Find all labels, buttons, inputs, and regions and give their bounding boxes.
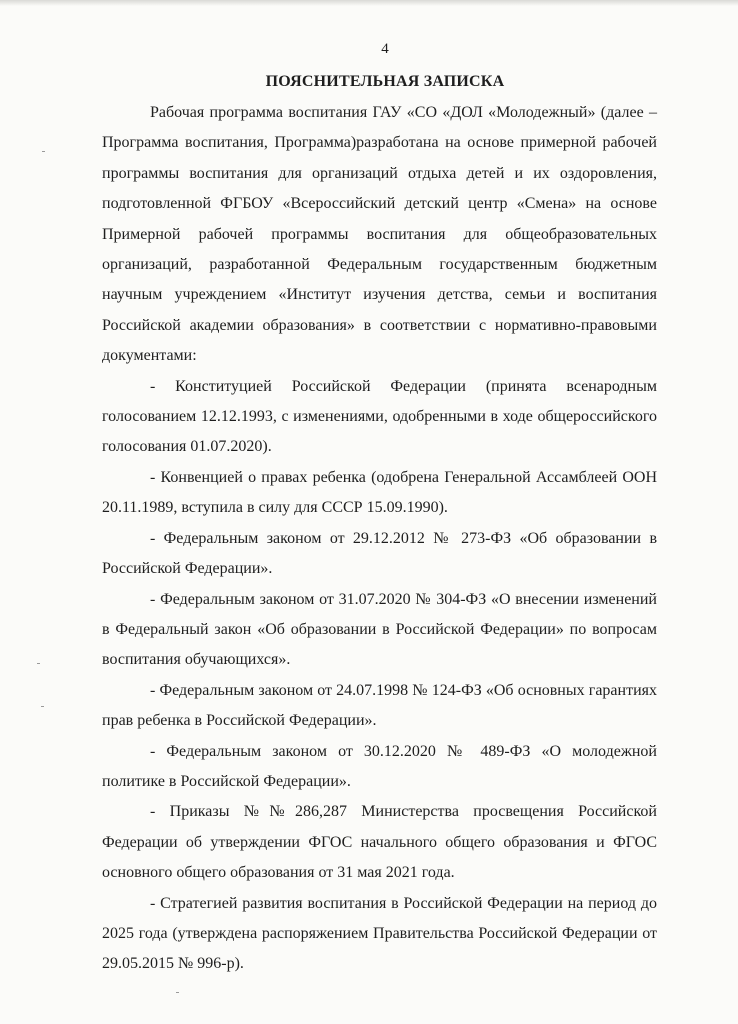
scan-speck [42, 151, 45, 152]
list-item-orders-286-287: - Приказы №№286,287 Министерства просвещения Российской Федерации об утверждении ФГОС начального общего образования и ФГОС основного общего образования от 31 мая 2021 года. [102, 803, 657, 882]
intro-paragraph: Рабочая программа воспитания ГАУ «СО «ДОЛ «Молодежный» (далее – Программа воспитания, Программа)разработана на основе примерной рабочей программы воспитания для организаций отдыха детей и их оздоровления, подготовленной ФГБОУ «Всероссийский детский центр «Смена» на основе Примерной рабочей программы воспитания для общеобразовательных организаций, разработанной Федеральным государственным бюджетным научным учреждением «Институт изучения детства, семьи и воспитания Российской академии образования» в соответствии с нормативно-правовыми документами: [102, 104, 657, 365]
list-item-law-304: - Федеральным законом от 31.07.2020 № 304-ФЗ «О внесении изменений в Федеральный закон «Об образовании в Российской Федерации» по вопросам воспитания обучающихся». [102, 590, 657, 669]
list-item-law-273: - Федеральным законом от 29.12.2012 № 273-ФЗ «Об образовании в Российской Федерации». [102, 529, 657, 578]
scan-speck [176, 992, 179, 993]
scan-speck [41, 706, 44, 707]
list-item-constitution: - Конституцией Российской Федерации (принята всенародным голосованием 12.12.1993, с изменениями, одобренными в ходе общероссийского голосования 01.07.2020). [102, 377, 657, 456]
list-item-law-489: - Федеральным законом от 30.12.2020 № 489-ФЗ «О молодежной политике в Российской Федерации». [102, 742, 657, 790]
document-title: ПОЯСНИТЕЛЬНАЯ ЗАПИСКА [265, 73, 505, 90]
scan-speck [37, 663, 40, 664]
list-item-law-124: - Федеральным законом от 24.07.1998 № 124-ФЗ «Об основных гарантиях прав ребенка в Российской Федерации». [102, 681, 657, 730]
scan-edge-shadow [0, 0, 738, 6]
list-item-strategy-2025: - Стратегией развития воспитания в Российской Федерации на период до 2025 года (утверждена распоряжением Правительства Российской Федерации от 29.05.2015 № 996-р). [102, 894, 657, 973]
page-number: 4 [381, 41, 389, 57]
document-body [102, 98, 657, 980]
list-item-convention: - Конвенцией о правах ребенка (одобрена Генеральной Ассамблеей ООН 20.11.1989, вступила в силу для СССР 15.09.1990). [102, 468, 657, 517]
